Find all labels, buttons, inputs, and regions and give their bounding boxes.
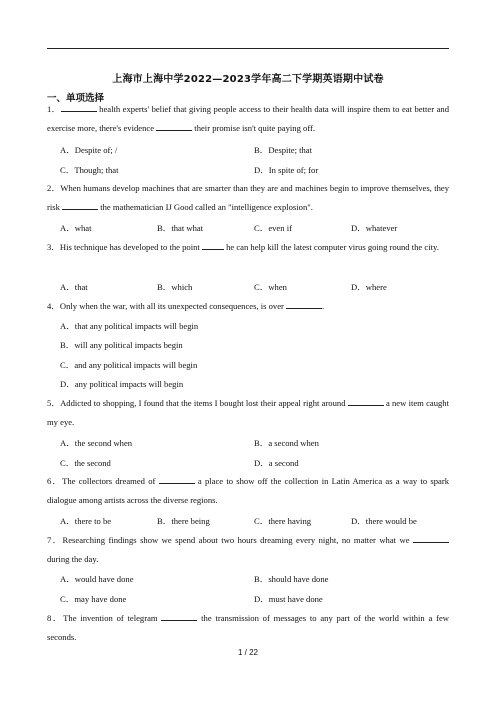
blank — [202, 241, 224, 250]
question-5: 5．Addicted to shopping, I found that the items I bought lost their appeal right around a new item caught my eye. — [47, 398, 449, 427]
option[interactable]: A．there to be — [60, 516, 112, 526]
option[interactable]: B．should have done — [254, 574, 329, 584]
document-title: 上海市上海中学2022—2023学年高二下学期英语期中试卷 — [112, 74, 384, 85]
option[interactable]: C．the second — [60, 458, 111, 468]
option[interactable]: B．Despite; that — [254, 145, 312, 155]
option[interactable]: B．a second when — [254, 438, 319, 448]
option[interactable]: D．must have done — [254, 594, 323, 604]
blank — [161, 612, 197, 621]
blank — [413, 534, 449, 543]
page-number: 1 / 22 — [237, 648, 258, 657]
question-8: 8．The invention of telegram the transmission of messages to any part of the world within a few seconds. — [47, 613, 449, 642]
option[interactable]: D．any political impacts will begin — [60, 379, 184, 389]
blank — [62, 201, 98, 210]
question-7: 7．Researching findings show we spend about two hours dreaming every night, no matter what we during the day. — [47, 531, 449, 569]
question-2: 2．When humans develop machines that are smarter than they are and machines begin to improve themselves, they risk the mathematician IJ Good called an "intelligence explosion". — [47, 183, 449, 212]
option[interactable]: D．a second — [254, 458, 299, 468]
option[interactable]: B．will any political impacts begin — [60, 340, 183, 350]
blank — [286, 300, 322, 309]
option[interactable]: A．what — [60, 223, 92, 233]
option[interactable]: A．Despite of; / — [60, 145, 118, 155]
blank — [159, 475, 195, 484]
option[interactable]: A．that any political impacts will begin — [60, 321, 199, 331]
option[interactable]: B．which — [157, 282, 193, 292]
question-6: 6．The collectors dreamed of a place to show off the collection in Latin America as a way to spark dialogue among artists across the diverse regions. — [47, 476, 449, 505]
option[interactable]: B．there being — [157, 516, 210, 526]
option[interactable]: A．the second when — [60, 438, 133, 448]
option[interactable]: B．that what — [157, 223, 204, 233]
option[interactable]: C．when — [254, 282, 287, 292]
question-4: 4．Only when the war, with all its unexpected consequences, is over . — [47, 301, 325, 311]
option[interactable]: C．may have done — [60, 594, 127, 604]
blank — [61, 103, 97, 112]
question-3: 3．His technique has developed to the point he can help kill the latest computer virus going round the city. — [47, 242, 439, 252]
option[interactable]: C．there having — [254, 516, 312, 526]
option[interactable]: C．Though; that — [60, 165, 119, 175]
option[interactable]: D．where — [351, 282, 387, 292]
option[interactable]: A．would have done — [60, 574, 134, 584]
question-1: 1． health experts' belief that giving people access to their health data will inspire them to eat better and exercise more, there's evidence their promise isn't quite paying off. — [47, 104, 449, 133]
option[interactable]: D．In spite of; for — [254, 165, 319, 175]
header-rule — [47, 48, 449, 49]
option[interactable]: C．even if — [254, 223, 292, 233]
option[interactable]: D．there would be — [351, 516, 417, 526]
option[interactable]: D．whatever — [351, 223, 398, 233]
option[interactable]: C．and any political impacts will begin — [60, 360, 198, 370]
option[interactable]: A．that — [60, 282, 88, 292]
blank — [348, 397, 384, 406]
blank — [156, 122, 192, 131]
section-heading: 一、单项选择 — [47, 93, 105, 104]
